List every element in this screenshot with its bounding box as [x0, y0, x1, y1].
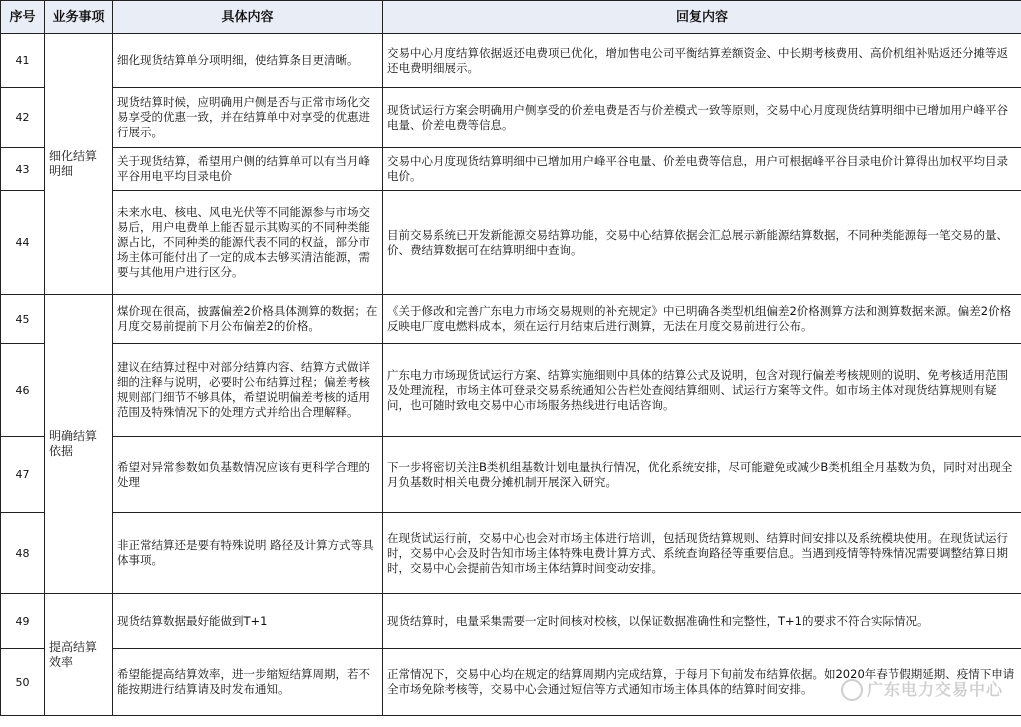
table-row [1, 148, 1021, 191]
content-cell: 希望对异常参数如负基数情况应该有更科学合理的处理 [113, 437, 383, 513]
header-no: 序号 [1, 1, 45, 34]
row-no: 44 [1, 191, 45, 295]
row-no: 42 [1, 88, 45, 148]
header-category: 业务事项 [45, 1, 113, 34]
table-row [1, 594, 1021, 649]
reply-cell: 目前交易系统已开发新能源交易结算功能，交易中心结算依据会汇总展示新能源结算数据，不同种类能源每一笔交易的量、价、费结算数据可在结算明细中查询。 [383, 191, 1021, 295]
table-row [1, 88, 1021, 148]
reply-cell: 交易中心月度结算依据返还电费项已优化，增加售电公司平衡结算差额资金、中长期考核费用、高价机组补贴返还分摊等返还电费明细展示。 [383, 34, 1021, 88]
watermark-text: 广东电力交易中心 [866, 679, 1003, 699]
category-cell: 细化结算明细 [45, 34, 113, 295]
row-no: 47 [1, 437, 45, 513]
row-no: 46 [1, 344, 45, 437]
header-reply: 回复内容 [383, 1, 1021, 34]
content-cell: 煤价现在很高，披露偏差2价格具体测算的数据；在月度交易前提前下月公布偏差2的价格。 [113, 295, 383, 344]
content-cell: 关于现货结算，希望用户侧的结算单可以有当月峰平谷用电平均目录电价 [113, 148, 383, 191]
row-no: 48 [1, 513, 45, 594]
category-cell: 明确结算依据 [45, 295, 113, 594]
content-cell: 现货结算时候，应明确用户侧是否与正常市场化交易享受的优惠一致，并在结算单中对享受的优惠进行展示。 [113, 88, 383, 148]
row-no: 45 [1, 295, 45, 344]
row-no: 41 [1, 34, 45, 88]
reply-cell: 正常情况下，交易中心均在规定的结算周期内完成结算，于每月下旬前发布结算依据。如2020年春节假期延期、疫情下申请全市场免除考核等，交易中心会通过短信等方式通知市场主体具体的结算时间安排。 [383, 649, 1021, 716]
row-no: 49 [1, 594, 45, 649]
row-no: 43 [1, 148, 45, 191]
header-row [1, 1, 1021, 34]
table-row [1, 295, 1021, 344]
table-row [1, 34, 1021, 88]
content-cell: 非正常结算还是要有特殊说明 路径及计算方式等具体事项。 [113, 513, 383, 594]
table-row [1, 344, 1021, 437]
table-row [1, 513, 1021, 594]
reply-cell: 现货试运行方案会明确用户侧享受的价差电费是否与价差模式一致等原则，交易中心月度现货结算明细中已增加用户峰平谷电量、价差电费等信息。 [383, 88, 1021, 148]
reply-cell: 《关于修改和完善广东电力市场交易规则的补充规定》中已明确各类型机组偏差2价格测算方法和测算数据来源。偏差2价格反映电厂度电燃料成本，须在运行月结束后进行测算，无法在月度交易前进行公布。 [383, 295, 1021, 344]
table-row [1, 649, 1021, 716]
header-content: 具体内容 [113, 1, 383, 34]
content-cell: 建议在结算过程中对部分结算内容、结算方式做详细的注释与说明，必要时公布结算过程；偏差考核规则部门细节不够具体，希望说明偏差考核的适用范围及特殊情况下的处理方式并给出合理解释。 [113, 344, 383, 437]
reply-cell: 现货结算时，电量采集需要一定时间核对校核，以保证数据准确性和完整性，T+1的要求不符合实际情况。 [383, 594, 1021, 649]
content-cell: 细化现货结算单分项明细，使结算条目更清晰。 [113, 34, 383, 88]
reply-cell: 交易中心月度现货结算明细中已增加用户峰平谷电量、价差电费等信息，用户可根据峰平谷目录电价计算得出加权平均目录电价。 [383, 148, 1021, 191]
reply-cell: 广东电力市场现货试运行方案、结算实施细则中具体的结算公式及说明，包含对现行偏差考核规则的说明、免考核适用范围及处理流程，市场主体可登录交易系统通知公告栏处查阅结算细则、试运行方案等文件。如市场主体对现货结算规则有疑问，也可随时致电交易中心市场服务热线进行电话咨询。 [383, 344, 1021, 437]
table-row [1, 437, 1021, 513]
row-no: 50 [1, 649, 45, 716]
content-cell: 现货结算数据最好能做到T+1 [113, 594, 383, 649]
reply-cell: 在现货试运行前，交易中心也会对市场主体进行培训，包括现货结算规则、结算时间安排以及系统模块使用。在现货试运行时，交易中心会及时告知市场主体特殊电费计算方式、系统查询路径等重要信息。当遇到疫情等特殊情况需要调整结算日期时，交易中心会提前告知市场主体结算时间变动安排。 [383, 513, 1021, 594]
reply-cell: 下一步将密切关注B类机组基数计划电量执行情况，优化系统安排，尽可能避免或减少B类机组全月基数为负，同时对出现全月负基数时相关电费分摊机制开展深入研究。 [383, 437, 1021, 513]
content-cell: 未来水电、核电、风电光伏等不同能源参与市场交易后，用户电费单上能否显示其购买的不同种类能源占比，不同种类的能源代表不同的权益，部分市场主体可能付出了一定的成本去够买清洁能源，需要与其他用户进行区分。 [113, 191, 383, 295]
content-cell: 希望能提高结算效率，进一步缩短结算周期，若不能按期进行结算请及时发布通知。 [113, 649, 383, 716]
table-row [1, 191, 1021, 295]
category-cell: 提高结算效率 [45, 594, 113, 716]
